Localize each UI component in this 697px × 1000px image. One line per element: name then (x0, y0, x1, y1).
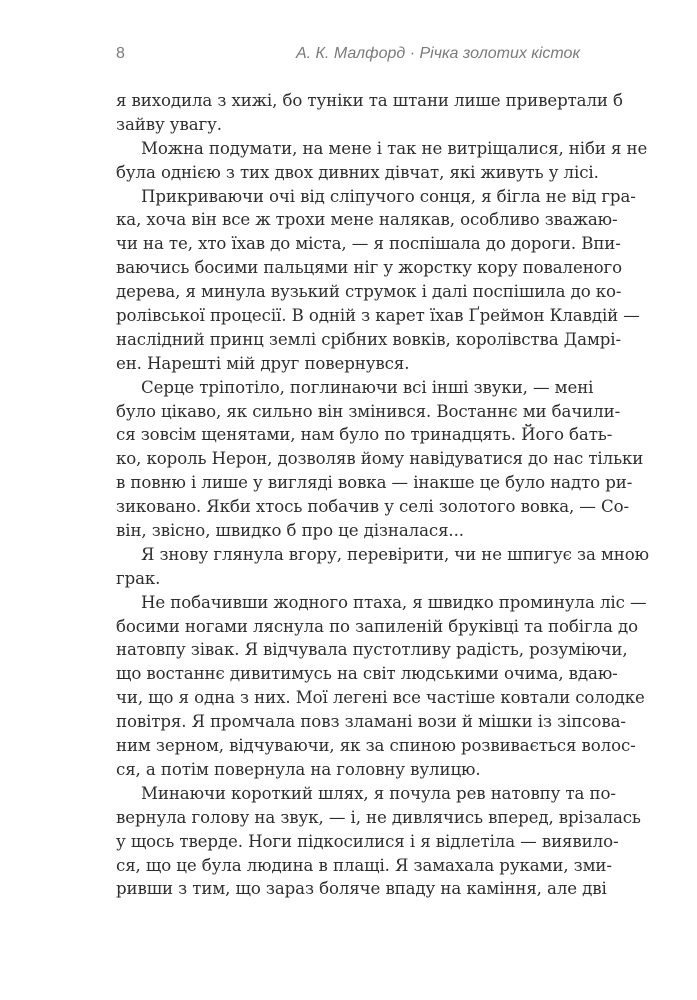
text-line: було цікаво, як сильно він змінився. Востаннє ми бачили- (116, 401, 621, 421)
text-line: чи, що я одна з них. Мої легені все частіше ковтали солодке (116, 688, 645, 708)
text-line: босими ногами ляснула по запиленій бруківці та побігла до (116, 616, 638, 636)
text-line: Прикриваючи очі від сліпучого сонця, я бігла не від гра- (141, 186, 636, 206)
text-line: Минаючи короткий шлях, я почула рев натовпу та по- (141, 783, 616, 803)
text-line: ваючись босими пальцями ніг у жорстку кору поваленого (116, 258, 623, 278)
text-line: зайву увагу. (116, 114, 222, 134)
text-line: ен. Нарешті мій друг повернувся. (116, 353, 410, 373)
paragraph (116, 137, 648, 185)
paragraph (116, 782, 641, 901)
text-line: ся, що це була людина в плащі. Я замахала руками, зми- (116, 855, 612, 875)
text-line: в повню і лише у вигляді вовка — інакше це було надто ри- (116, 473, 633, 493)
text-line: Не побачивши жодного птаха, я швидко проминула ліс — (141, 592, 647, 612)
page-number: 8 (116, 45, 125, 62)
text-line: натовпу зівак. Я відчувала пустотливу радість, розуміючи, (116, 640, 628, 660)
paragraph (116, 376, 644, 543)
text-line: Можна подумати, на мене і так не витріщалися, ніби я не (141, 138, 648, 158)
page-header (116, 45, 580, 69)
text-line: повітря. Я промчала повз зламані вози й мішки із зіпсова- (116, 712, 626, 732)
text-line: ся, а потім повернула на головну вулицю. (116, 759, 481, 779)
paragraph (116, 591, 647, 782)
text-line: ся зовсім щенятами, нам було по тринадцять. Його бать- (116, 425, 613, 445)
text-line: Я знову глянула вгору, перевірити, чи не шпигує за мною (141, 544, 649, 564)
paragraph (116, 89, 623, 137)
running-head: А. К. Малфорд · Річка золотих кісток (295, 45, 580, 62)
text-line: вернула голову на звук, — і, не дивлячись вперед, врізалась (116, 807, 641, 827)
paragraph (116, 185, 640, 376)
text-line: зиковано. Якби хтось побачив у селі золотого вовка, — Со- (116, 497, 630, 517)
text-line: я виходила з хижі, бо туніки та штани лише привертали б (116, 91, 623, 110)
text-line: ка, хоча він все ж трохи мене налякав, особливо зважаю- (116, 210, 618, 230)
text-line: дерева, я минула вузький струмок і далі поспішила до ко- (116, 282, 622, 302)
text-line: у щось тверде. Ноги підкосилися і я відлетіла — виявило- (116, 831, 619, 851)
text-line: ним зерном, відчуваючи, як за спиною розвивається волос- (116, 736, 636, 756)
text-line: наслідний принц землі срібних вовків, королівства Дамрі- (116, 329, 621, 349)
text-line: була однією з тих двох дивних дівчат, які живуть у лісі. (116, 162, 599, 182)
text-line: що востаннє дивитимусь на світ людськими очима, вдаю- (116, 664, 618, 684)
text-line: ко, король Нерон, дозволяв йому навідуватися до нас тільки (116, 449, 644, 469)
text-line: ривши з тим, що зараз боляче впаду на каміння, але дві (116, 879, 607, 899)
paragraph (116, 543, 649, 591)
book-text (116, 89, 649, 901)
text-line: грак. (116, 568, 161, 588)
text-line: Серце тріпотіло, поглинаючи всі інші звуки, — мені (141, 377, 594, 397)
text-line: він, звісно, швидко б про це дізналася... (116, 521, 464, 541)
text-line: чи на те, хто їхав до міста, — я поспішала до дороги. Впи- (116, 234, 621, 254)
text-line: ролівської процесії. В одній з карет їхав Ґреймон Клавдій — (116, 306, 640, 326)
